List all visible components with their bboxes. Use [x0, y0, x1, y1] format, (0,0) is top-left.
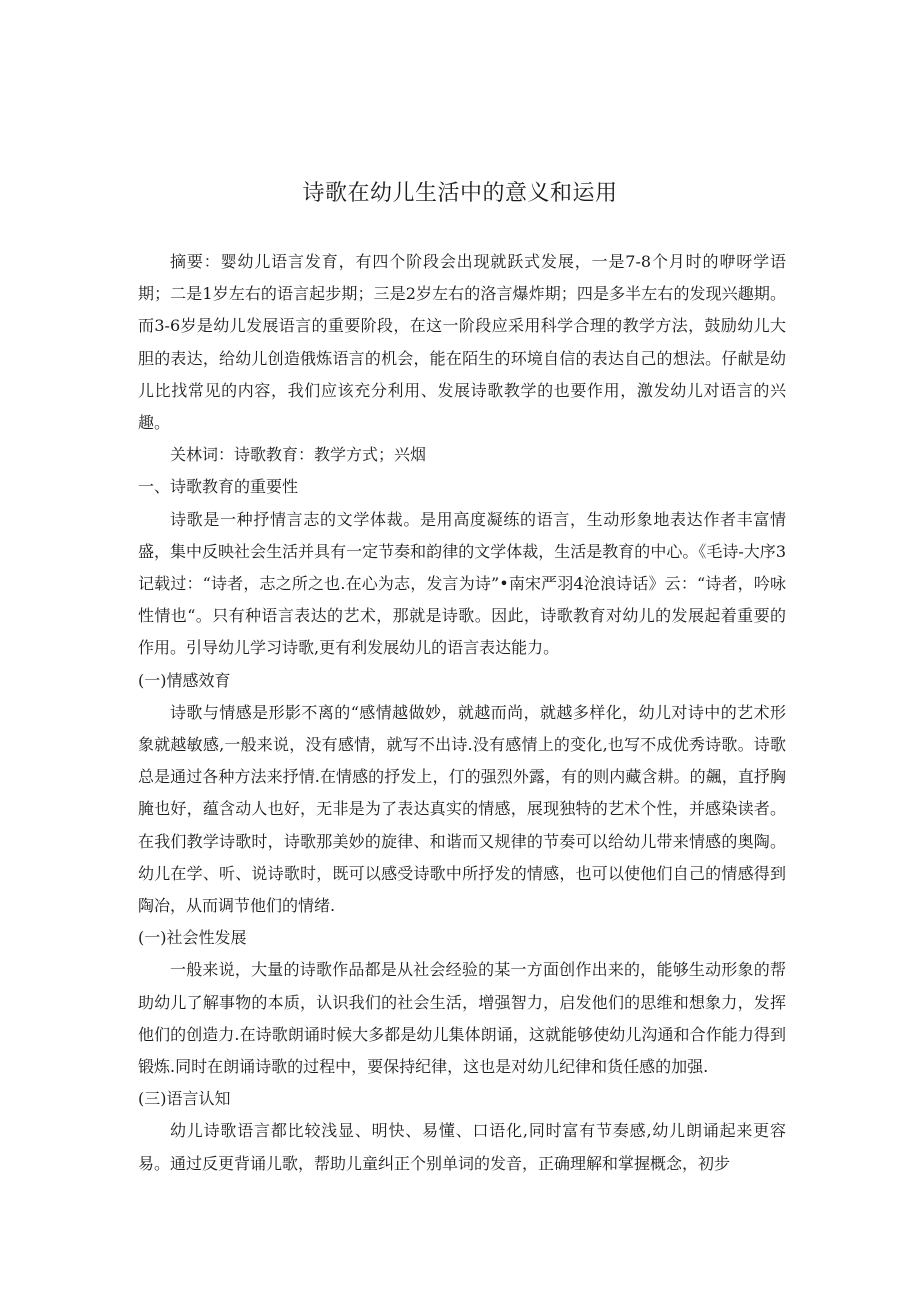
subsection-heading-emotion: (一)情感效育: [138, 670, 231, 690]
subsection-paragraph-social: 一般来说，大量的诗歌作品都是从社会经验的某一方面创作出来的，能够生动形象的帮助幼儿了解事物的本质，认识我们的社会生活，增强智力，启发他们的思维和想象力，发挥他们的创造力.在诗歌朗诵时候大多都是幼儿集体朗诵，这就能够使幼儿沟通和合作能力得到锻炼.同时在朗诵诗歌的过程中，要保持纪律，这也是对幼儿纪律和货任感的加强.: [138, 960, 786, 1077]
keywords-line: 关林词：诗歌教育：教学方式；兴烟: [170, 445, 427, 465]
subsection-heading-language: (三)语言认知: [138, 1089, 231, 1109]
section-heading-importance: 一、诗歌教育的重要性: [138, 477, 299, 497]
subsection-heading-social: (一)社会性发展: [138, 928, 247, 948]
abstract-paragraph: 摘要：婴幼儿语言发育，有四个阶段会出现就跃式发展，一是7-8个月时的咿呀学语期；二是1岁左右的语言起步期；三是2岁左右的洛言爆炸期；四是多半左右的发现兴趣期。而3-6岁是幼儿发展语言的重要阶段，在这一阶段应采用科学合理的教学方法，鼓励幼儿大胆的表达，给幼儿创造俄炼语言的机会，能在陌生的环境自信的表达自己的想法。仔献是幼儿比找常见的内容，我们应该充分利用、发展诗歌教学的也要作用，激发幼儿对语言的兴趣。: [138, 252, 786, 433]
document-body: [138, 246, 786, 1180]
document-title: 诗歌在幼儿生活中的意义和运用: [302, 181, 618, 206]
section-paragraph-importance: 诗歌是一种抒情言志的文学体裁。是用高度凝练的语言，生动形象地表达作者丰富情盛，集中反映社会生活并具有一定节奏和韵律的文学体裁，生活是教育的中心。《毛诗-大序3记载过：“诗者，志之所之也.在心为志，发言为诗”•南宋严羽4沧浪诗话》云：“诗者，吟咏性情也“。只有种语言表达的艺术，那就是诗歌。因此，诗歌教育对幼儿的发展起着重要的作用。引导幼儿学习诗歌,更有利发展幼儿的语言表达能力。: [138, 509, 786, 658]
subsection-paragraph-emotion: 诗歌与情感是形影不离的“感情越做妙，就越而尚，就越多样化，幼儿对诗中的艺术形象就越敏感,一般来说，没有感情，就写不出诗.没有感情上的变化,也写不成优秀诗歌。诗歌总是通过各种方法来抒情.在情感的抒发上，仃的强烈外露，有的则内藏含耕。的飆，直抒胸腌也好，蕴含动人也好，无非是为了表达真实的情感，展现独特的艺术个性，并感染读者。在我们教学诗歌时，诗歌那美妙的旋律、和谐而又规律的节奏可以给幼儿带来情感的奥陶。幼儿在学、听、说诗歌时，既可以感受诗歌中所抒发的情感，也可以使他们自己的情感得到陶冶，从而调节他们的情绪.: [138, 702, 786, 916]
subsection-paragraph-language: 幼儿诗歌语言都比较浅显、明快、易懂、口语化,同时富有节奏感,幼儿朗诵起来更容易。通过反更背诵儿歌，帮助儿童纠正个别单词的发音，正确理解和掌握概念，初步: [138, 1121, 786, 1173]
